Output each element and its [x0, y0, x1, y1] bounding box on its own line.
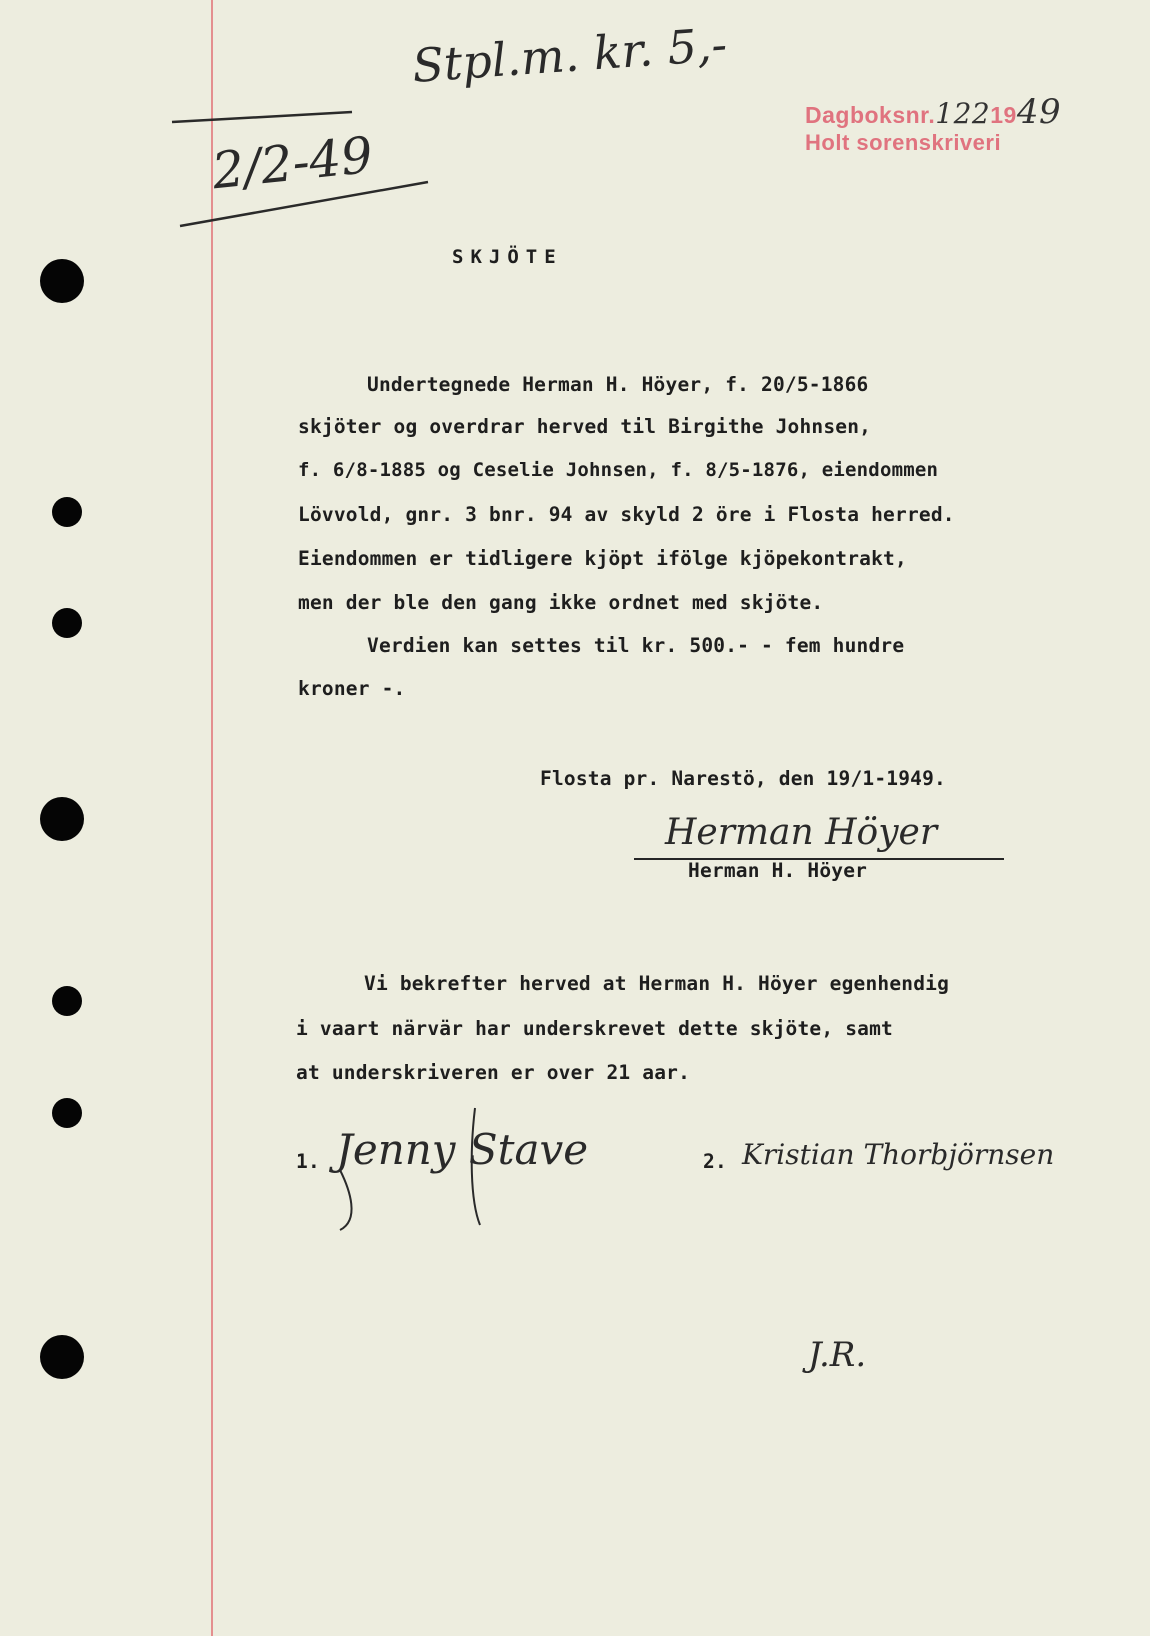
body-line: Lövvold, gnr. 3 bnr. 94 av skyld 2 öre i Flosta herred.: [298, 503, 955, 526]
stamp-year-prefix: 19: [990, 102, 1017, 128]
body-line: skjöter og overdrar herved til Birgithe Johnsen,: [298, 415, 872, 438]
body-line: Verdien kan settes til kr. 500.- - fem hundre: [367, 634, 905, 657]
handwritten-fee-note: Stpl.m. kr. 5,-: [410, 17, 729, 93]
body-line: kroner -.: [298, 677, 406, 700]
witness-line: i vaart närvär har underskrevet dette skjöte, samt: [296, 1017, 893, 1040]
handwritten-date: 2/2-49: [209, 125, 376, 201]
registration-stamp: [805, 92, 1061, 132]
witness-number: 1.: [296, 1150, 320, 1173]
initials: J.R.: [808, 1335, 867, 1375]
signature-handwritten: Herman Höyer: [665, 812, 938, 853]
body-line: Undertegnede Herman H. Höyer, f. 20/5-1866: [367, 373, 869, 396]
place-date: Flosta pr. Narestö, den 19/1-1949.: [540, 767, 946, 790]
witness-signature: Kristian Thorbjörnsen: [742, 1138, 1055, 1171]
witness-signature: Jenny Stave: [336, 1125, 589, 1174]
body-line: Eiendommen er tidligere kjöpt ifölge kjöpekontrakt,: [298, 547, 907, 570]
body-line: f. 6/8-1885 og Ceselie Johnsen, f. 8/5-1876, eiendommen: [298, 459, 939, 481]
stamp-number: 122: [935, 97, 991, 130]
stamp-office: Holt sorenskriveri: [805, 130, 1002, 155]
body-line: men der ble den gang ikke ordnet med skjöte.: [298, 591, 824, 614]
document-title: SKJÖTE: [452, 246, 563, 268]
stamp-year-suffix: 49: [1016, 92, 1062, 132]
witness-line: Vi bekrefter herved at Herman H. Höyer egenhendig: [364, 972, 950, 995]
signatory-name: Herman H. Höyer: [688, 859, 868, 882]
stamp-label: Dagboksnr.: [805, 102, 936, 128]
witness-number: 2.: [703, 1150, 727, 1173]
witness-line: at underskriveren er over 21 aar.: [296, 1061, 691, 1084]
